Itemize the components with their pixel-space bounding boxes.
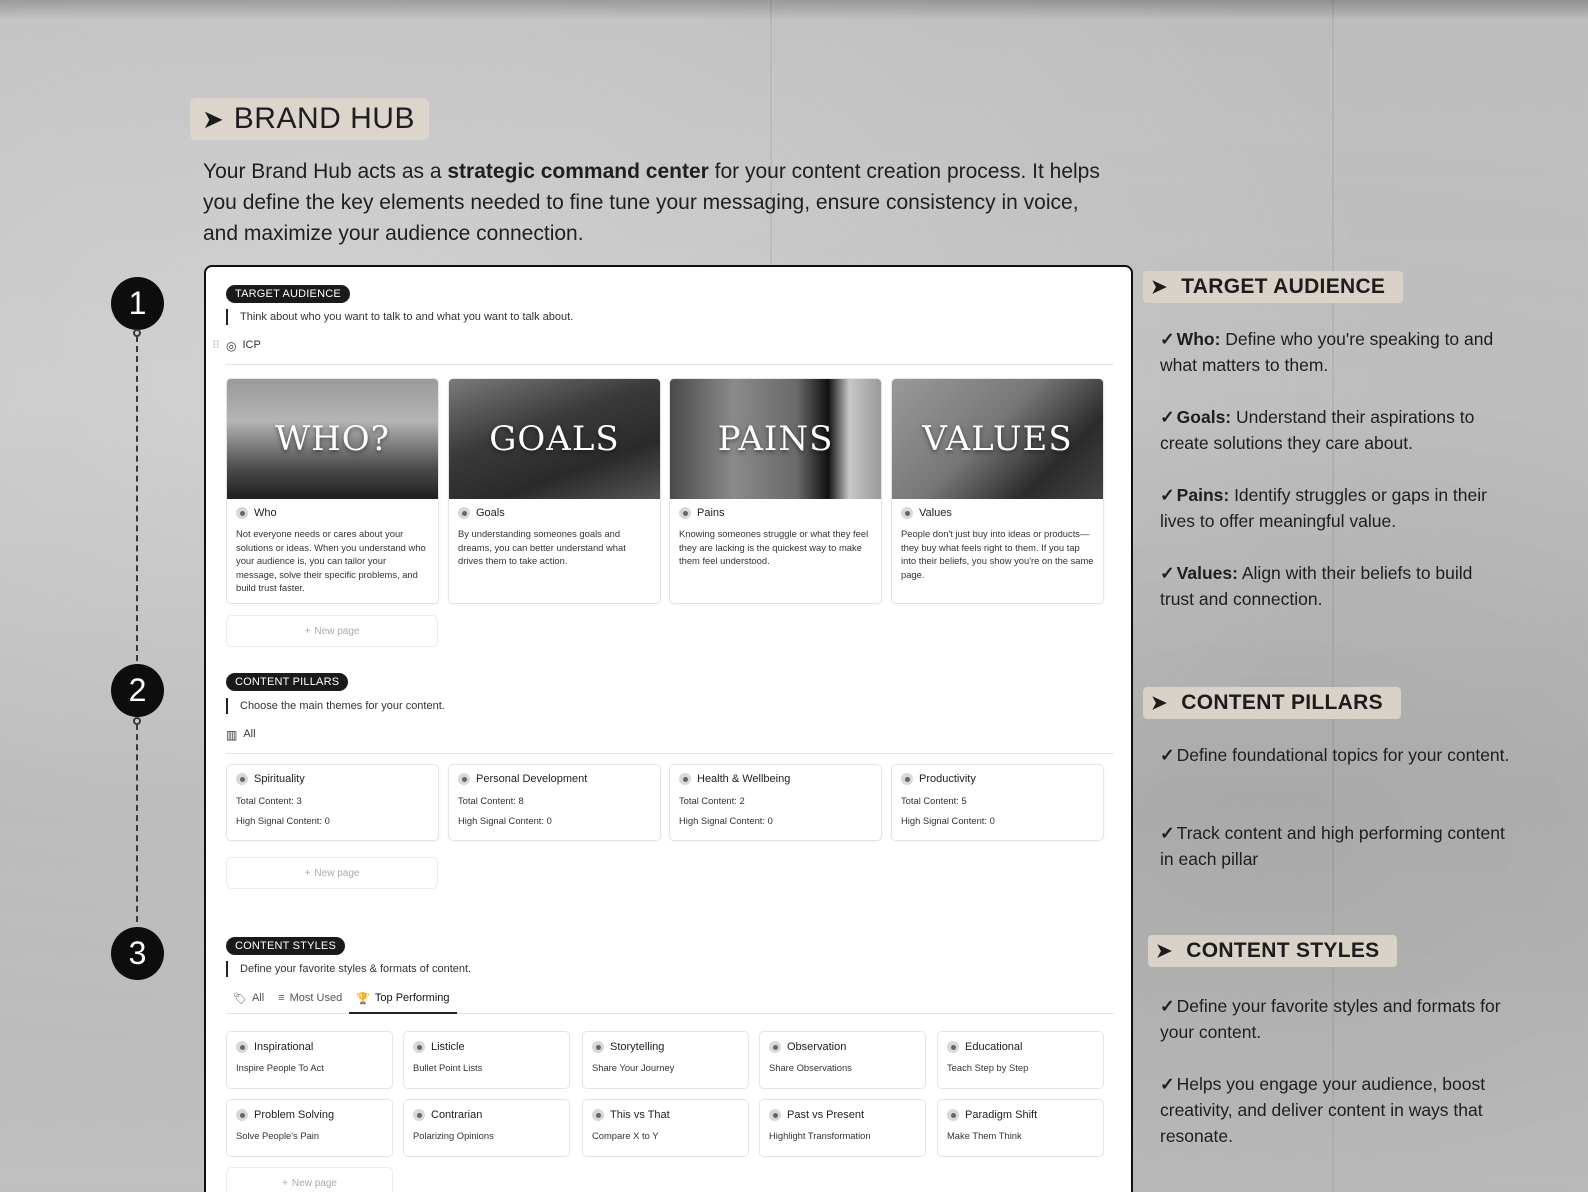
check-icon: ✓ <box>1160 407 1175 427</box>
content-styles-quote: Define your favorite styles & formats of content. <box>226 961 471 977</box>
style-card[interactable]: Educational Teach Step by Step <box>937 1031 1104 1089</box>
content-styles-tabs <box>226 988 1114 1014</box>
page-icon <box>679 773 691 785</box>
content-pillars-heading: ➤ CONTENT PILLARS <box>1143 687 1401 719</box>
page-icon <box>901 773 913 785</box>
card-title: Pains <box>697 507 725 519</box>
new-page-button[interactable]: + New page <box>226 1167 393 1192</box>
page-icon <box>592 1041 604 1053</box>
tab-top-performing[interactable]: 🏆 Top Performing <box>349 988 456 1014</box>
style-card[interactable]: Problem Solving Solve People's Pain <box>226 1099 393 1157</box>
card-description: Not everyone needs or cares about your solutions or ideas. When you understand who your audience is, you can tailor your message, solve their specific problems, and build trust faster. <box>236 528 426 593</box>
card-title: Health & Wellbeing <box>697 773 791 785</box>
timeline-line <box>136 724 138 922</box>
content-styles-tag: CONTENT STYLES <box>226 937 345 955</box>
total-content: Total Content: 8 <box>458 795 524 806</box>
check-icon: ✓ <box>1160 485 1175 505</box>
page-icon <box>592 1109 604 1121</box>
card-cover-image: WHO? <box>227 379 438 499</box>
audience-card-who[interactable] <box>226 378 439 604</box>
timeline-line <box>136 336 138 661</box>
style-card[interactable]: Inspirational Inspire People To Act <box>226 1031 393 1089</box>
card-title: Who <box>254 507 277 519</box>
target-audience-heading: ➤ TARGET AUDIENCE <box>1143 271 1403 303</box>
page-icon <box>413 1109 425 1121</box>
check-icon: ✓ <box>1160 563 1175 583</box>
notion-panel <box>204 265 1133 1192</box>
target-icon: ◎ <box>226 339 237 353</box>
plus-icon: + <box>304 867 311 879</box>
page-icon <box>236 1041 248 1053</box>
page-icon <box>947 1041 959 1053</box>
drag-handle-icon[interactable]: ⠿ <box>212 340 221 352</box>
card-description: Knowing someones struggle or what they feel they are lacking is the quickest way to make them feel understood. <box>679 528 869 566</box>
page-icon <box>413 1041 425 1053</box>
arrow-icon: ➤ <box>1151 276 1168 298</box>
card-title: Values <box>919 507 952 519</box>
audience-point-values: ✓ Values: Align with their beliefs to build trust and connection. <box>1160 563 1473 609</box>
audience-card-goals[interactable] <box>448 378 661 604</box>
plus-icon: + <box>304 625 311 637</box>
check-icon: ✓ <box>1160 329 1175 349</box>
style-card[interactable]: Listicle Bullet Point Lists <box>403 1031 570 1089</box>
new-page-button[interactable]: + New page <box>226 857 438 889</box>
check-icon: ✓ <box>1160 1074 1175 1094</box>
check-icon: ✓ <box>1160 823 1175 843</box>
page-icon <box>769 1109 781 1121</box>
high-signal-content: High Signal Content: 0 <box>458 815 552 826</box>
target-audience-quote: Think about who you want to talk to and what you want to talk about. <box>226 309 573 325</box>
plus-icon: + <box>282 1177 288 1189</box>
pillar-card[interactable] <box>448 764 661 841</box>
card-cover-image: PAINS <box>670 379 881 499</box>
styles-point: ✓ Helps you engage your audience, boost creativity, and deliver content in ways that resonate. <box>1160 1074 1486 1146</box>
page-icon <box>947 1109 959 1121</box>
page-icon <box>236 1109 248 1121</box>
arrow-icon: ➤ <box>1151 692 1168 714</box>
content-pillars-quote: Choose the main themes for your content. <box>226 698 445 714</box>
page-icon <box>236 507 248 519</box>
page-icon <box>679 507 691 519</box>
target-audience-tag: TARGET AUDIENCE <box>226 285 350 303</box>
tag-icon: 🏷 <box>233 993 247 1005</box>
step-2-badge: 2 <box>111 664 164 717</box>
step-1-badge: 1 <box>111 277 164 330</box>
brand-hub-title <box>190 98 429 140</box>
high-signal-content: High Signal Content: 0 <box>679 815 773 826</box>
card-description: By understanding someones goals and dreams, you can better understand what drives them to take action. <box>458 528 626 566</box>
page-icon <box>458 773 470 785</box>
card-cover-image: GOALS <box>449 379 660 499</box>
page-icon <box>769 1041 781 1053</box>
tab-most-used[interactable]: ≡ Most Used <box>271 988 349 1014</box>
styles-point: ✓ Define your favorite styles and formats for your content. <box>1160 996 1501 1042</box>
columns-icon: ▥ <box>226 728 238 742</box>
page-icon <box>236 773 248 785</box>
content-styles-heading: ➤ CONTENT STYLES <box>1148 935 1397 967</box>
arrow-icon: ➤ <box>202 103 224 134</box>
audience-card-pains[interactable] <box>669 378 882 604</box>
tab-all[interactable]: 🏷 All <box>226 988 271 1014</box>
intro-text: Your Brand Hub acts as a strategic command center for your content creation process. It helps you define the key elements needed to fine tune your messaging, ensure consistency in voice, and maximize your audience connection. <box>203 160 1100 245</box>
style-card[interactable]: Contrarian Polarizing Opinions <box>403 1099 570 1157</box>
new-page-button[interactable]: + New page <box>226 615 438 647</box>
card-title: Spirituality <box>254 773 305 785</box>
pillar-card[interactable] <box>226 764 439 841</box>
card-description: People don't just buy into ideas or products—they buy what feels right to them. If you tap into their beliefs, you show you're on the same page. <box>901 528 1094 580</box>
audience-card-values[interactable] <box>891 378 1104 604</box>
card-cover-image: VALUES <box>892 379 1103 499</box>
step-3-badge: 3 <box>111 927 164 980</box>
style-card[interactable]: Storytelling Share Your Journey <box>582 1031 749 1089</box>
card-title: Personal Development <box>476 773 588 785</box>
check-icon: ✓ <box>1160 745 1175 765</box>
trophy-icon: 🏆 <box>356 993 370 1005</box>
check-icon: ✓ <box>1160 996 1175 1016</box>
pillars-point: ✓ Track content and high performing content in each pillar <box>1160 823 1505 869</box>
all-view-tab[interactable]: ▥ All <box>226 728 1114 754</box>
audience-point-pains: ✓ Pains: Identify struggles or gaps in their lives to offer meaningful value. <box>1160 485 1487 531</box>
audience-point-who: ✓ Who: Define who you're speaking to and what matters to them. <box>1160 329 1494 375</box>
card-title: Productivity <box>919 773 976 785</box>
high-signal-content: High Signal Content: 0 <box>236 815 330 826</box>
pillar-card[interactable] <box>669 764 882 841</box>
card-title: Goals <box>476 507 505 519</box>
page-icon <box>458 507 470 519</box>
total-content: Total Content: 5 <box>901 795 967 806</box>
page-icon <box>901 507 913 519</box>
total-content: Total Content: 2 <box>679 795 745 806</box>
total-content: Total Content: 3 <box>236 795 302 806</box>
arrow-icon: ➤ <box>1156 940 1173 962</box>
icp-view-tab[interactable]: ◎ ICP <box>226 339 1114 365</box>
high-signal-content: High Signal Content: 0 <box>901 815 995 826</box>
pillars-point: ✓ Define foundational topics for your content. <box>1160 745 1510 765</box>
page-title: BRAND HUB <box>233 102 415 135</box>
pillar-card[interactable] <box>891 764 1104 841</box>
audience-point-goals: ✓ Goals: Understand their aspirations to create solutions they care about. <box>1160 407 1475 453</box>
style-card[interactable]: Observation Share Observations <box>759 1031 926 1089</box>
style-card[interactable]: Past vs Present Highlight Transformation <box>759 1099 926 1157</box>
style-card[interactable]: This vs That Compare X to Y <box>582 1099 749 1157</box>
content-pillars-tag: CONTENT PILLARS <box>226 673 348 691</box>
style-card[interactable]: Paradigm Shift Make Them Think <box>937 1099 1104 1157</box>
bars-icon: ≡ <box>278 992 285 1004</box>
